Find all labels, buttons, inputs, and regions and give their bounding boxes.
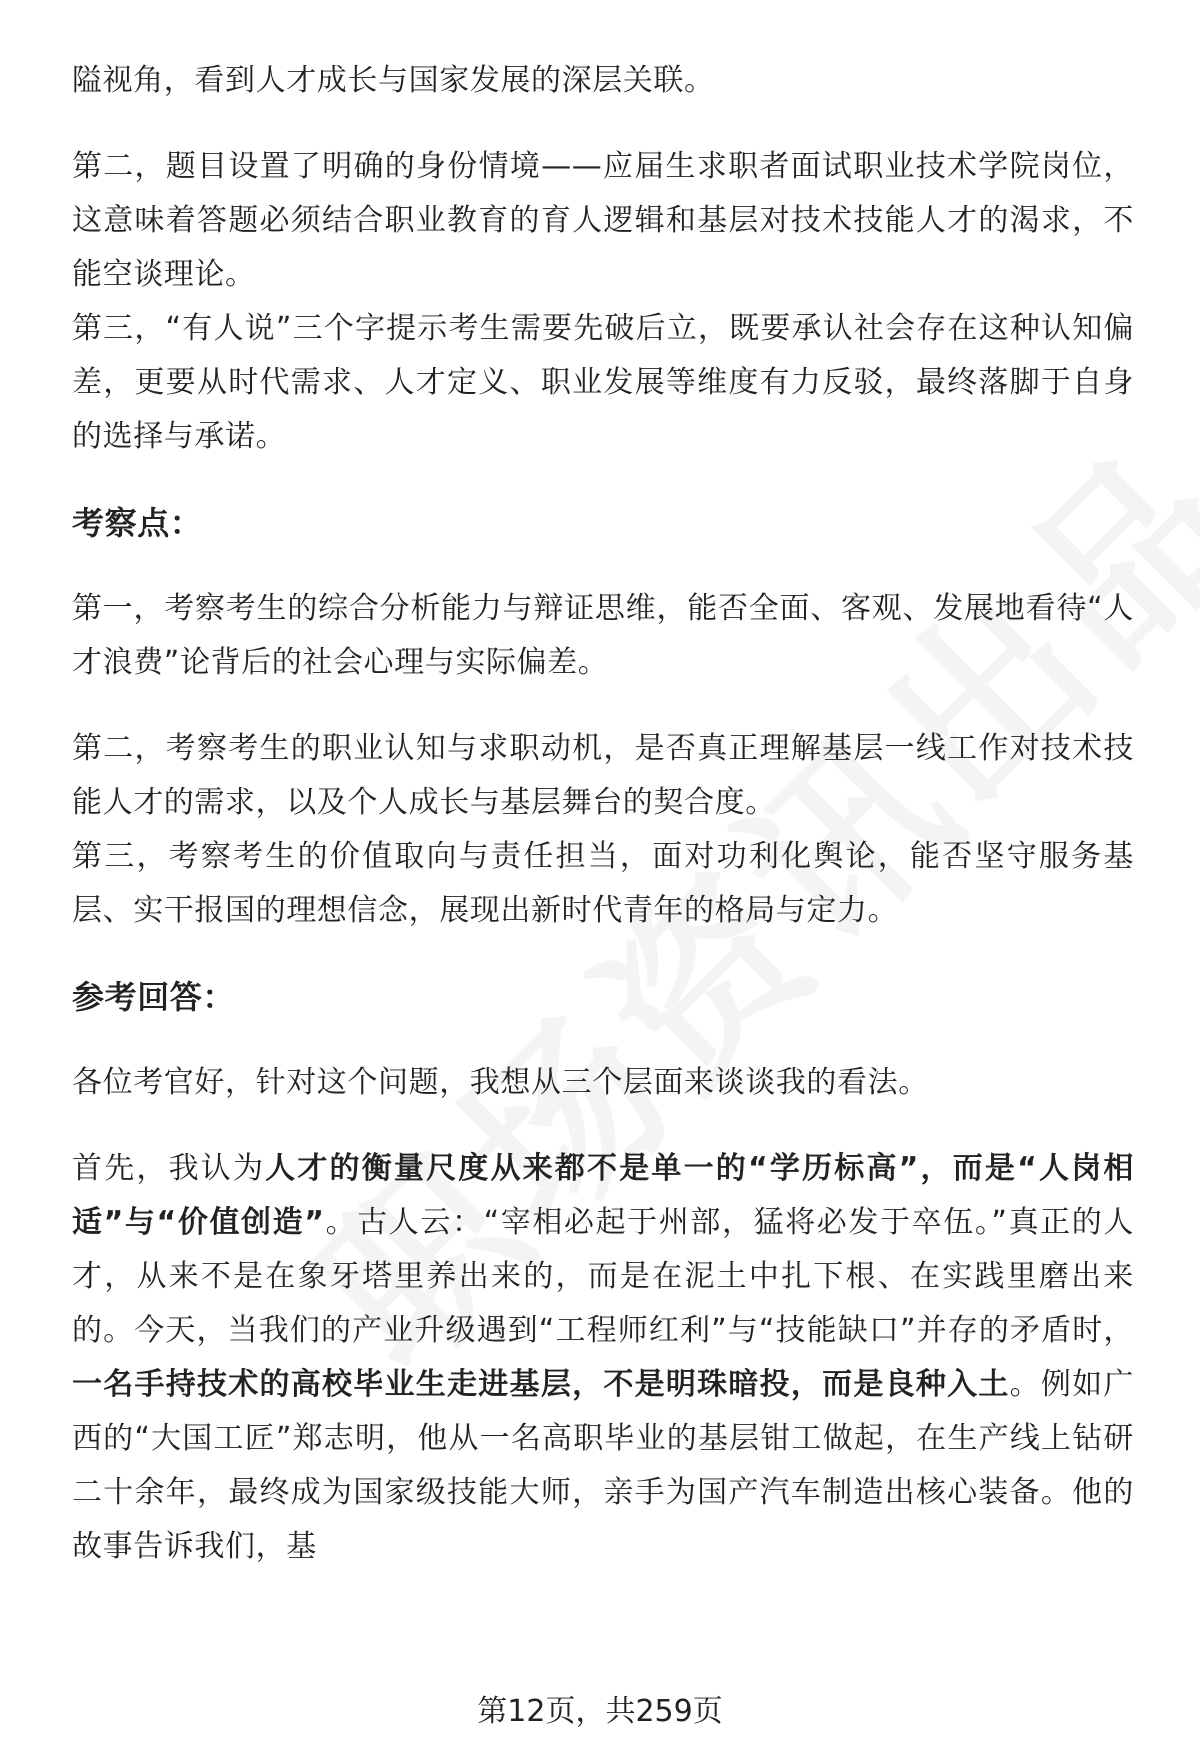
answer-1-text-c: 。例如广西的“大国工匠”郑志明，他从一名高职毕业的基层钳工做起，在生产线上钻研二十余年，最终成为国家级技能大师，亲手为国产汽车制造出核心装备。他的故事告诉我们，基: [72, 1367, 1135, 1564]
answer-1-bold-b: 一名手持技术的高校毕业生走进基层，不是明珠暗投，而是良种入土: [72, 1367, 1010, 1402]
paragraph-exam-1: 第一，考察考生的综合分析能力与辩证思维，能否全面、客观、发展地看待“人才浪费”论背后的社会心理与实际偏差。: [72, 591, 1134, 680]
paragraph-analysis-3: 第三，“有人说”三个字提示考生需要先破后立，既要承认社会存在这种认知偏差，更要从时代需求、人才定义、职业发展等维度有力反驳，最终落脚于自身的选择与承诺。: [72, 311, 1134, 454]
page-number-footer: 第12页，共259页: [477, 1694, 723, 1729]
paragraph-exam-2: 第二，考察考生的职业认知与求职动机，是否真正理解基层一线工作对技术技能人才的需求，以及个人成长与基层舞台的契合度。: [72, 731, 1134, 820]
paragraph-intro-tail: 隘视角，看到人才成长与国家发展的深层关联。: [72, 63, 715, 98]
paragraph-answer-opening: 各位考官好，针对这个问题，我想从三个层面来谈谈我的看法。: [72, 1065, 929, 1100]
paragraph-exam-3: 第三，考察考生的价值取向与责任担当，面对功利化舆论，能否坚守服务基层、实干报国的理想信念，展现出新时代青年的格局与定力。: [72, 839, 1134, 928]
heading-reference-answer: 参考回答：: [72, 978, 236, 1016]
answer-1-text-b: 。古人云：“宰相必起于州部，猛将必发于卒伍。”真正的人才，从来不是在象牙塔里养出来的，而是在泥土中扎下根、在实践里磨出来的。今天，当我们的产业升级遇到“工程师红利”与“技能缺口”并存的矛盾时，: [72, 1205, 1134, 1348]
answer-1-bold-a: 人才的衡量尺度从来都不是单一的“学历标高”，而是“人岗相适”与“价值创造”: [72, 1151, 1134, 1240]
paragraph-analysis-2: 第二，题目设置了明确的身份情境——应届生求职者面试职业技术学院岗位，这意味着答题必须结合职业教育的育人逻辑和基层对技术技能人才的渴求，不能空谈理论。: [72, 149, 1134, 292]
heading-exam-points: 考察点：: [72, 504, 203, 542]
document-body: [72, 54, 1134, 1574]
paragraph-answer-1: [72, 1142, 1134, 1574]
answer-1-text-a: 首先，我认为: [72, 1151, 266, 1186]
